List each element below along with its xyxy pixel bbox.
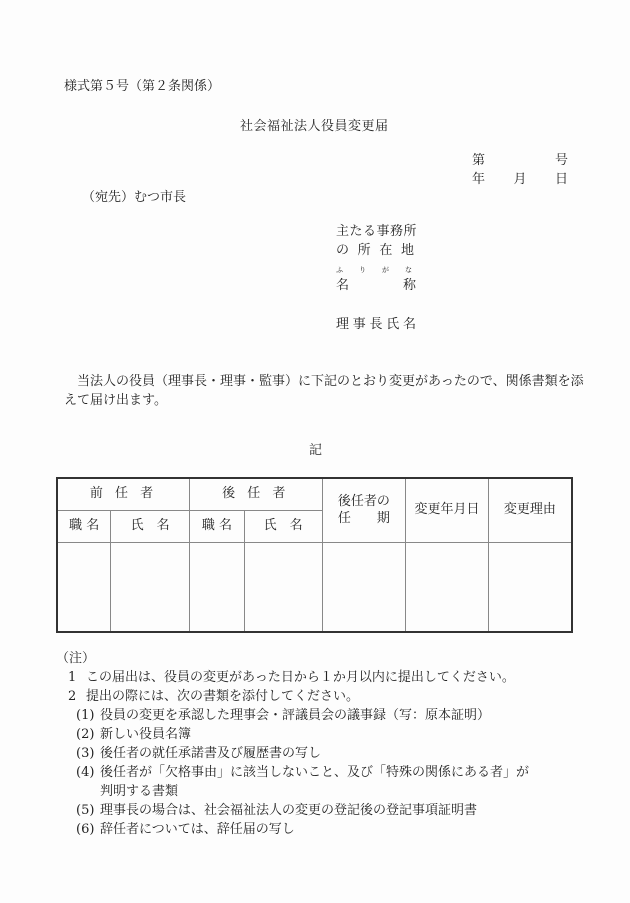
office-label-char: 所	[357, 243, 371, 258]
attachment-item	[76, 804, 477, 817]
furigana-char: な	[405, 266, 412, 274]
header-successor: 後 任 者	[190, 478, 323, 511]
header-pred-position: 職 名	[57, 511, 111, 543]
declaration-text: 当法人の役員（理事長・理事・監事）に下記のとおり変更があったので、関係書類を添えて届け出ます。	[64, 374, 584, 408]
attachment-text: 辞任者については、辞任届の写し	[100, 822, 295, 837]
furigana-char: ふ	[336, 266, 343, 274]
year-label: 年	[472, 172, 486, 187]
attachment-continuation: 判明する書類	[100, 784, 179, 799]
day-label: 日	[554, 172, 568, 187]
attachment-text: 役員の変更を承認した理事会・評議員会の議事録（写：原本証明）	[100, 708, 491, 723]
cell-succ-term[interactable]	[322, 543, 406, 633]
form-number: 様式第５号（第２条関係）	[64, 79, 221, 94]
attachment-text: 新しい役員名簿	[100, 727, 192, 742]
attachment-item	[76, 728, 191, 741]
header-change-date: 変更年月日	[406, 478, 489, 543]
attachment-item	[76, 709, 490, 722]
document-title: 社会福祉法人役員変更届	[240, 119, 389, 134]
number-suffix: 号	[554, 153, 568, 168]
chairman-label-char: 名	[402, 317, 416, 332]
office-label-line2	[336, 244, 414, 257]
cell-change-date[interactable]	[406, 543, 489, 633]
note-item	[68, 690, 359, 703]
attachment-number: (6)	[76, 822, 95, 837]
document-number-line	[472, 154, 568, 167]
note-number: 1	[68, 670, 77, 685]
header-successor-term	[322, 478, 406, 543]
chairman-label-char: 氏	[386, 317, 400, 332]
cell-succ-name[interactable]	[244, 543, 322, 633]
addressee: （宛先）むつ市長	[82, 190, 187, 205]
chairman-label-char: 長	[369, 317, 383, 332]
attachment-text: 後任者が「欠格事由」に該当しないこと、及び「特殊の関係にある者」が	[100, 765, 530, 780]
header-succ-name: 氏 名	[244, 511, 322, 543]
office-label-line1: 主たる事務所	[336, 224, 418, 239]
attachment-item	[76, 766, 529, 779]
attachment-number: (5)	[76, 803, 95, 818]
name-label-char: 名	[336, 278, 350, 293]
cell-pred-name[interactable]	[111, 543, 190, 633]
note-item	[68, 671, 515, 684]
furigana-label	[336, 267, 412, 274]
header-change-reason: 変更理由	[488, 478, 572, 543]
attachment-text: 理事長の場合は、社会福祉法人の変更の登記後の登記事項証明書	[100, 803, 478, 818]
note-text: この届出は、役員の変更があった日から１か月以内に提出してください。	[86, 670, 515, 685]
note-text: 提出の際には、次の書類を添付してください。	[86, 689, 360, 704]
cell-pred-position[interactable]	[57, 543, 111, 633]
header-succ-position: 職 名	[190, 511, 245, 543]
ki-heading: 記	[309, 443, 323, 458]
name-label-char: 称	[402, 278, 416, 293]
term-line1: 後任者の	[337, 494, 390, 510]
header-predecessor: 前 任 者	[57, 478, 190, 511]
office-label-char: 在	[379, 243, 393, 258]
corporation-name-label	[336, 279, 416, 292]
officer-change-table	[56, 477, 573, 633]
office-label-char: 地	[400, 243, 414, 258]
attachment-number: (2)	[76, 727, 95, 742]
attachment-number: (4)	[76, 765, 95, 780]
month-label: 月	[513, 172, 527, 187]
attachment-text: 後任者の就任承諾書及び履歴書の写し	[100, 746, 322, 761]
attachment-number: (3)	[76, 746, 95, 761]
chairman-name-label	[336, 318, 416, 331]
notes-heading: （注）	[56, 651, 96, 666]
cell-change-reason[interactable]	[488, 543, 572, 633]
furigana-char: り	[359, 266, 366, 274]
attachment-item	[76, 823, 295, 836]
table-row	[57, 543, 572, 633]
cell-succ-position[interactable]	[190, 543, 245, 633]
attachment-number: (1)	[76, 708, 95, 723]
note-number: 2	[68, 689, 77, 704]
chairman-label-char: 理	[336, 317, 350, 332]
furigana-char: が	[382, 266, 389, 274]
attachment-item	[76, 747, 321, 760]
number-prefix: 第	[472, 153, 486, 168]
office-label-char: の	[336, 243, 350, 258]
chairman-label-char: 事	[352, 317, 366, 332]
header-pred-name: 氏 名	[111, 511, 190, 543]
date-line	[472, 173, 568, 186]
term-line2: 任 期	[337, 510, 390, 526]
